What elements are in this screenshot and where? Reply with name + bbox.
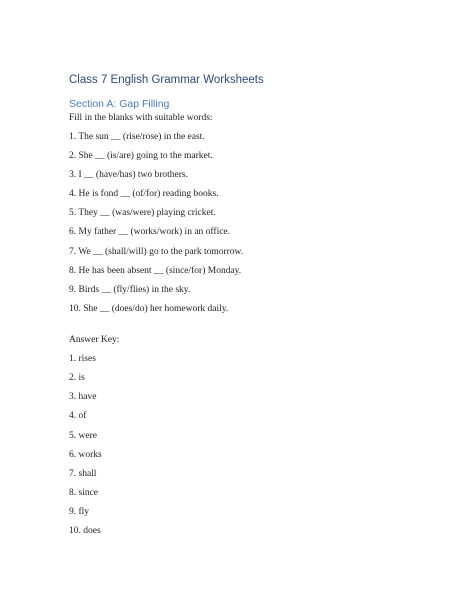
question-2: 2. She __ (is/are) going to the market. <box>69 151 213 161</box>
answer-5: 5. were <box>69 431 97 441</box>
answer-6: 6. works <box>69 450 102 460</box>
question-3: 3. I __ (have/has) two brothers. <box>69 170 188 180</box>
question-10: 10. She __ (does/do) her homework daily. <box>69 304 229 314</box>
instructions: Fill in the blanks with suitable words: <box>69 113 213 123</box>
question-7: 7. We __ (shall/will) go to the park tomorrow. <box>69 247 244 257</box>
question-6: 6. My father __ (works/work) in an office. <box>69 227 231 237</box>
question-4: 4. He is fond __ (of/for) reading books. <box>69 189 219 199</box>
answer-3: 3. have <box>69 392 97 402</box>
section-heading: Section A: Gap Filling <box>69 98 170 110</box>
answer-7: 7. shall <box>69 469 97 479</box>
answer-10: 10. does <box>69 526 101 536</box>
answer-key-label: Answer Key: <box>69 335 120 345</box>
answer-4: 4. of <box>69 411 87 421</box>
question-9: 9. Birds __ (fly/flies) in the sky. <box>69 285 191 295</box>
answer-8: 8. since <box>69 488 99 498</box>
question-1: 1. The sun __ (rise/rose) in the east. <box>69 132 205 142</box>
page-title: Class 7 English Grammar Worksheets <box>69 74 264 86</box>
answer-9: 9. fly <box>69 507 90 517</box>
answer-1: 1. rises <box>69 354 96 364</box>
answer-2: 2. is <box>69 373 85 383</box>
question-5: 5. They __ (was/were) playing cricket. <box>69 208 216 218</box>
question-8: 8. He has been absent __ (since/for) Monday. <box>69 266 242 276</box>
